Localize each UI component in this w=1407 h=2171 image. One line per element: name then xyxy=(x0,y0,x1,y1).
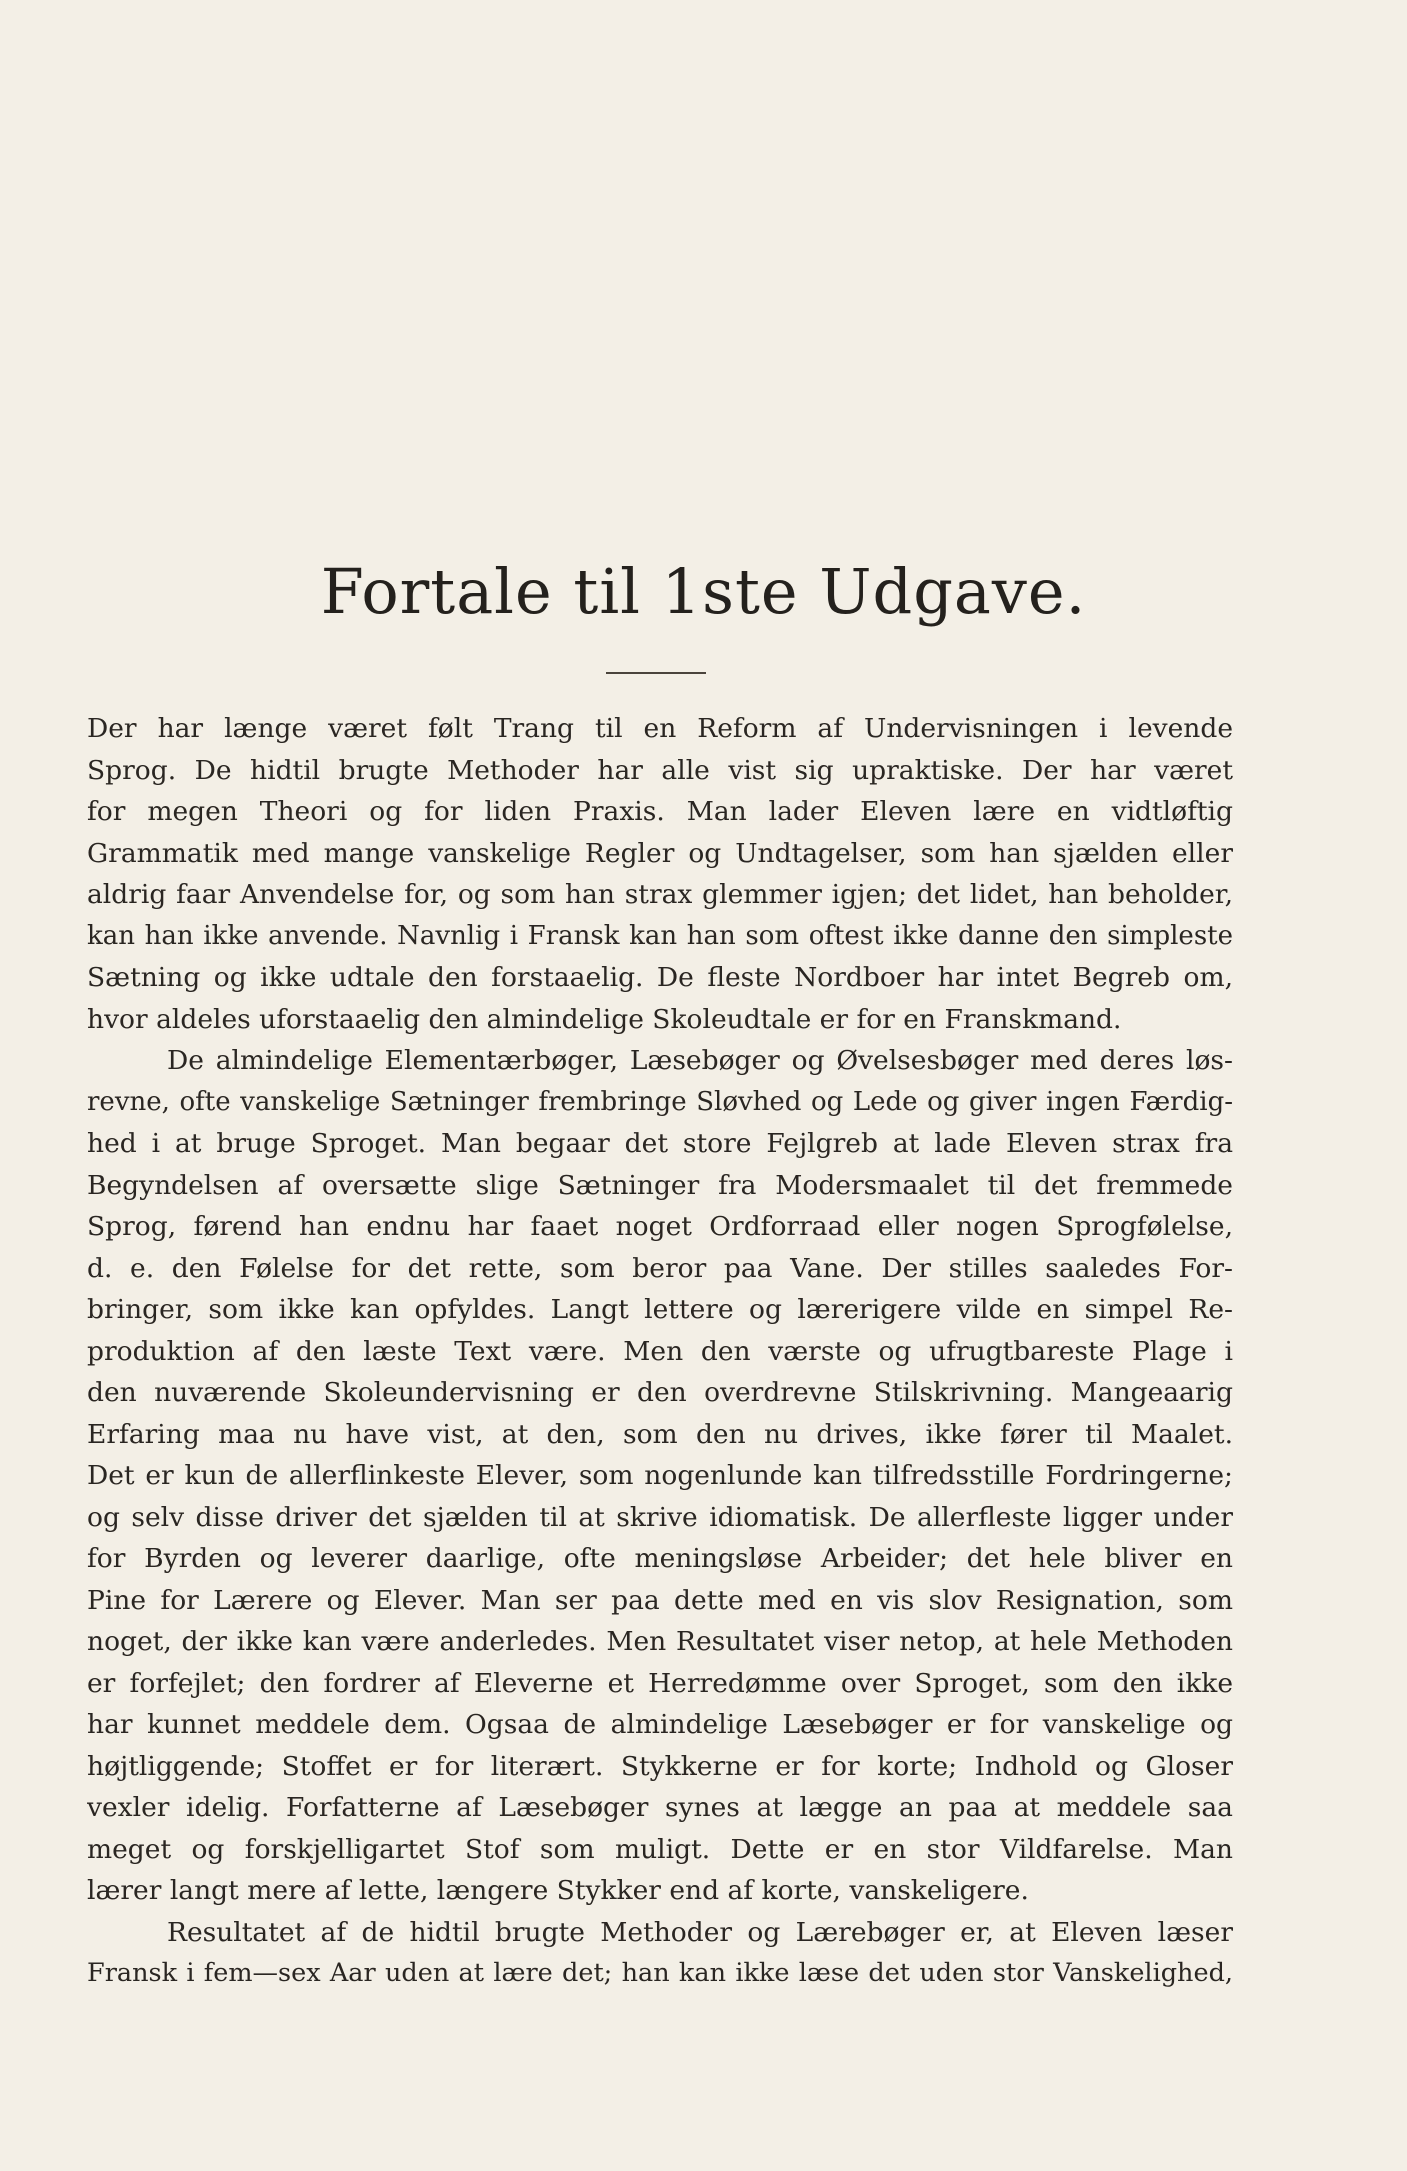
text-line: Det er kun de allerflinkeste Elever, som nogenlunde kan tilfredsstille Fordringerne; xyxy=(87,1460,1233,1491)
text-line: De almindelige Elementærbøger, Læsebøger og Øvelsesbøger med deres løs- xyxy=(167,1045,1233,1076)
text-line: hvor aldeles uforstaaelig den almindelige Skoleudtale er for en Franskmand. xyxy=(87,1003,1122,1035)
text-line: hed i at bruge Sproget. Man begaar det store Fejlgreb at lade Eleven strax fra xyxy=(87,1128,1233,1159)
text-line: bringer, som ikke kan opfyldes. Langt lettere og lærerigere vilde en simpel Re- xyxy=(87,1294,1233,1325)
text-line: er forfejlet; den fordrer af Eleverne et Herredømme over Sproget, som den ikke xyxy=(87,1667,1233,1699)
text-line: Erfaring maa nu have vist, at den, som den nu drives, ikke fører til Maalet. xyxy=(87,1418,1233,1450)
text-line: Grammatik med mange vanskelige Regler og Undtagelser, som han sjælden eller xyxy=(87,837,1233,869)
text-line: noget, der ikke kan være anderledes. Men Resultatet viser netop, at hele Methoden xyxy=(87,1626,1233,1657)
text-line: Pine for Lærere og Elever. Man ser paa dette med en vis slov Resignation, som xyxy=(87,1584,1233,1616)
text-line: har kunnet meddele dem. Ogsaa de almindelige Læsebøger er for vanskelige og xyxy=(87,1709,1233,1740)
text-line: revne, ofte vanskelige Sætninger frembringe Sløvhed og Lede og giver ingen Færdig- xyxy=(87,1086,1233,1117)
page-title: Fortale til 1ste Udgave. xyxy=(320,555,1087,628)
text-line: Begyndelsen af oversætte slige Sætninger fra Modersmaalet til det fremmede xyxy=(87,1169,1233,1201)
text-line: Resultatet af de hidtil brugte Methoder og Lærebøger er, at Eleven læser xyxy=(167,1916,1233,1948)
text-line: for Byrden og leverer daarlige, ofte meningsløse Arbeider; det hele bliver en xyxy=(87,1543,1233,1574)
text-line: for megen Theori og for liden Praxis. Man lader Eleven lære en vidtløftig xyxy=(87,796,1233,827)
text-line: aldrig faar Anvendelse for, og som han strax glemmer igjen; det lidet, han beholder, xyxy=(87,879,1233,910)
text-line: den nuværende Skoleundervisning er den overdrevne Stilskrivning. Mangeaarig xyxy=(87,1377,1233,1408)
text-line: Sprog. De hidtil brugte Methoder har alle vist sig upraktiske. Der har været xyxy=(87,754,1233,786)
title-divider-rule xyxy=(606,672,706,674)
text-line: produktion af den læste Text være. Men den værste og ufrugtbareste Plage i xyxy=(87,1335,1233,1367)
text-line: Sætning og ikke udtale den forstaaelig. De fleste Nordboer har intet Begreb om, xyxy=(87,962,1233,993)
text-line: Fransk i fem—sex Aar uden at lære det; han kan ikke læse det uden stor Vanskelighed, xyxy=(87,1958,1233,1988)
preface-body xyxy=(87,708,1233,1995)
text-line: og selv disse driver det sjælden til at skrive idiomatisk. De allerfleste ligger under xyxy=(87,1501,1233,1533)
text-line: meget og forskjelligartet Stof som muligt. Dette er en stor Vildfarelse. Man xyxy=(87,1833,1233,1865)
text-line: vexler idelig. Forfatterne af Læsebøger synes at lægge an paa at meddele saa xyxy=(87,1792,1233,1823)
text-line: kan han ikke anvende. Navnlig i Fransk kan han som oftest ikke danne den simpleste xyxy=(87,920,1233,951)
text-line: Sprog, førend han endnu har faaet noget Ordforraad eller nogen Sprogfølelse, xyxy=(87,1211,1233,1242)
text-line: d. e. den Følelse for det rette, som beror paa Vane. Der stilles saaledes For- xyxy=(87,1252,1233,1284)
text-line: Der har længe været følt Trang til en Reform af Undervisningen i levende xyxy=(87,713,1233,744)
text-line: højtliggende; Stoffet er for literært. Stykkerne er for korte; Indhold og Gloser xyxy=(87,1750,1233,1782)
text-line: lærer langt mere af lette, længere Stykker end af korte, vanskeligere. xyxy=(87,1875,1029,1906)
